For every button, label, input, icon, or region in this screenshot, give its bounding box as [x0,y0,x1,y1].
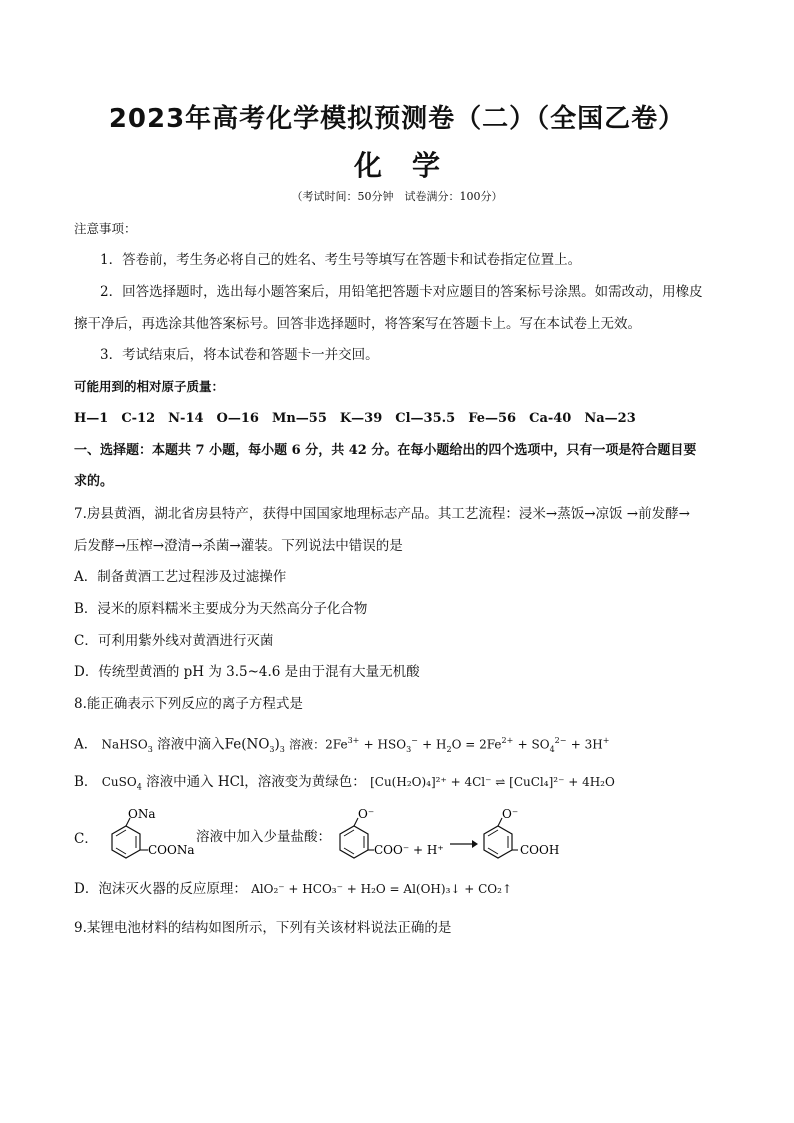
q8-a-label: A． [74,736,98,753]
q7-option-d: D．传统型黄酒的 pH 为 3.5~4.6 是由于混有大量无机酸 [74,664,420,680]
section-heading-1: 一、选择题：本题共 7 小题，每小题 6 分，共 42 分。在每小题给出的四个选项中，只有一项是符合题目要 [74,443,697,458]
q8-a-eq-2: + HSO [363,737,407,752]
q7-option-a: A．制备黄酒工艺过程涉及过滤操作 [74,569,287,585]
atomic-mass-heading: 可能用到的相对原子质量： [74,379,225,394]
o-minus-label: O⁻ [358,807,375,821]
q8-stem: 8.能正确表示下列反应的离子方程式是 [74,696,303,712]
sodium-salicylate-structure [92,806,212,866]
ona-label: ONa [128,807,156,821]
q8-option-d [74,879,734,899]
q7-stem-2: 后发酵→压榨→澄清→杀菌→灌装。下列说法中错误的是 [74,538,403,554]
q8-a-eq-1: 溶液：2Fe [289,737,348,752]
subject-title: 化学 [353,149,470,182]
notice-item-1: 1．答卷前，考生务必将自己的姓名、考生号等填写在答题卡和试卷指定位置上。 [100,252,582,268]
notice-item-3: 3．考试结束后，将本试卷和答题卡一并交回。 [100,347,379,363]
q8-option-a: A． NaHSO$_3$ 溶液中滴入$Fe(NO_3)_3$ 溶液：$2Fe^{3+} + HSO_3^- + H_2O = 2Fe^{2+} + SO_4^{2-} + 3H^+$ [74,736,610,755]
exam-info: （考试时间：50分钟 试卷满分：100分） [291,190,503,203]
salicylate-ion-structure [328,806,468,866]
q8-b-label: B． [74,774,98,790]
atomic-mass-values: H—1 C-12 N-14 O—16 Mn—55 K—39 Cl—35.5 Fe—56 Ca-40 Na—23 [74,411,636,426]
q8-option-c-label: C． [74,831,98,847]
q8-b-formula: CuSO [101,775,137,789]
q7-stem-1: 7.房县黄酒，湖北省房县特产，获得中国国家地理标志产品。其工艺流程：浸米→蒸饭→凉饭 →前发酵→ [74,506,690,522]
o-minus-label-2: O⁻ [502,807,519,821]
q8-a-formula-1: NaHSO [101,737,148,752]
q8-a-eq-4: O = 2Fe [451,737,502,752]
notice-item-2: 2．回答选择题时，选出每小题答案后，用铅笔把答题卡对应题目的答案标号涂黑。如需改动，用橡皮 [100,284,703,300]
q8-a-paren: ) [274,736,280,753]
notice-item-2-cont: 擦干净后，再选涂其他答案标号。回答非选择题时，将答案写在答题卡上。写在本试卷上无效。 [74,316,641,332]
q8-option-b: B． CuSO$_4$ 溶液中通入 HCl，溶液变为黄绿色： [Cu(H₂O)₄]²⁺ + 4Cl⁻ ⇌ [CuCl₄]²⁻ + 4H₂O [74,774,615,792]
q8-a-eq-6: + 3H [570,737,603,752]
q8-a-text: 溶液中滴入Fe(NO [157,736,270,753]
q8-b-equation: [Cu(H₂O)₄]²⁺ + 4Cl⁻ ⇌ [CuCl₄]²⁻ + 4H₂O [370,775,615,789]
q9-stem: 9.某锂电池材料的结构如图所示，下列有关该材料说法正确的是 [74,920,452,936]
q8-a-eq-3: + H [422,737,447,752]
notice-heading: 注意事项： [74,221,137,236]
section-heading-2: 求的。 [74,474,114,489]
cooh-label: COOH [520,843,560,857]
coona-label: COONa [148,843,195,857]
q7-option-c: C．可利用紫外线对黄酒进行灭菌 [74,633,274,649]
coo-minus-label: COO⁻ + H⁺ [374,843,444,857]
q7-option-b: B．浸米的原料糯米主要成分为天然高分子化合物 [74,601,368,617]
salicylic-product-structure [472,806,582,866]
q8-a-eq-5: + SO [517,737,550,752]
q8-c-text: 溶液中加入少量盐酸： [196,829,331,845]
q8-d-equation: AlO₂⁻ + HCO₃⁻ + H₂O = Al(OH)₃↓ + CO₂↑ [251,882,513,896]
q8-b-text: 溶液中通入 HCl，溶液变为黄绿色： [146,774,366,790]
q8-d-text: D．泡沫灭火器的反应原理： [74,881,247,897]
exam-title: 2023年高考化学模拟预测卷（二）（全国乙卷） [108,104,686,134]
